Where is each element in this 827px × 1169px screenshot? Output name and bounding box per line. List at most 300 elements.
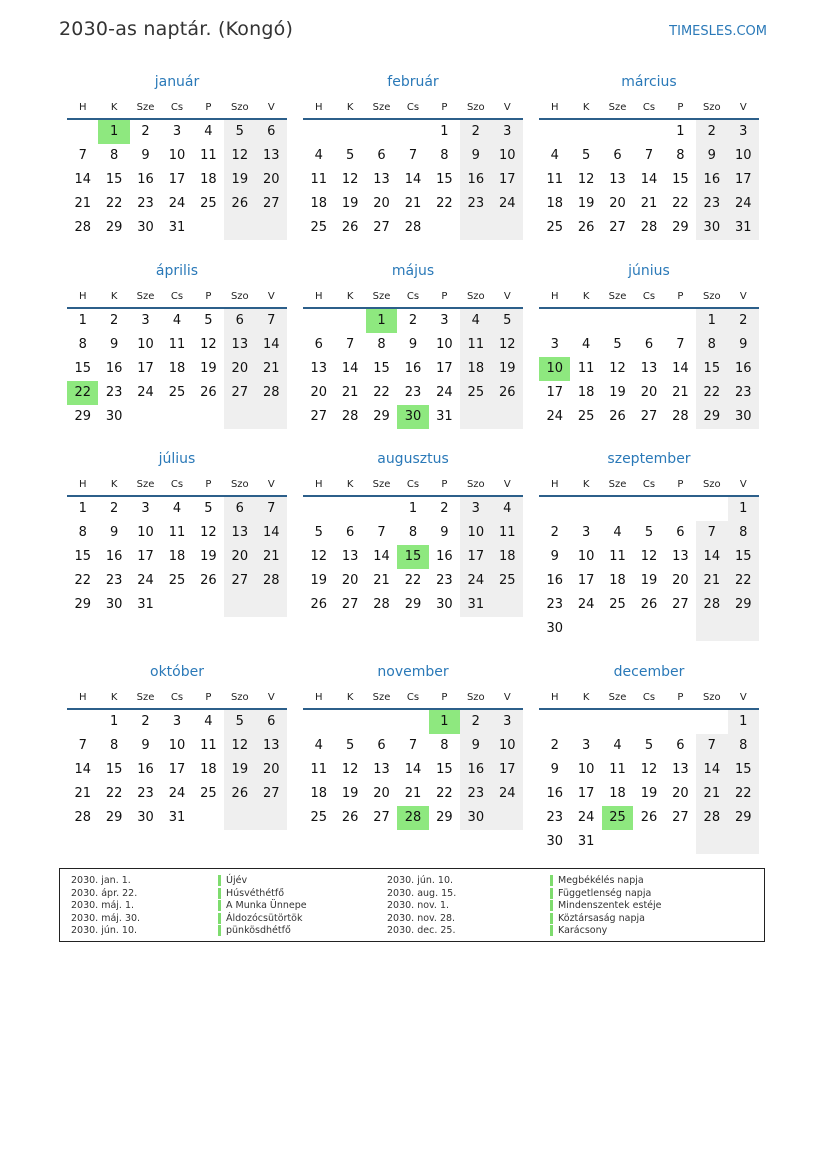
day-cell: 15 bbox=[436, 172, 453, 187]
empty-day-cell bbox=[665, 617, 696, 641]
day-cell: 12 bbox=[310, 549, 327, 564]
weekday-header bbox=[303, 686, 523, 710]
site-link[interactable]: TIMESLES.COM bbox=[669, 24, 767, 39]
empty-day-cell bbox=[366, 497, 397, 521]
day-cell: 1 bbox=[440, 124, 449, 139]
day-cell: 13 bbox=[256, 144, 287, 168]
day-cell: 7 bbox=[78, 148, 87, 163]
week-row bbox=[539, 806, 759, 830]
month-calendar bbox=[303, 72, 523, 240]
day-cell: 20 bbox=[256, 758, 287, 782]
weekday-label: Sze bbox=[372, 691, 391, 703]
empty-day-cell bbox=[633, 120, 664, 144]
day-cell: 16 bbox=[728, 357, 759, 381]
week-row bbox=[539, 357, 759, 381]
day-cell: 4 bbox=[204, 124, 213, 139]
day-cell: 30 bbox=[436, 597, 453, 612]
day-cell: 27 bbox=[373, 810, 390, 825]
day-cell: 24 bbox=[492, 192, 523, 216]
day-cell: 24 bbox=[577, 597, 595, 612]
weekday-label: P bbox=[677, 691, 684, 703]
holiday-date bbox=[71, 900, 140, 913]
weekday-label: Cs bbox=[406, 290, 420, 302]
day-cell: 17 bbox=[546, 385, 563, 400]
empty-day-cell bbox=[665, 710, 696, 734]
day-cell: 21 bbox=[640, 196, 658, 211]
day-cell: 7 bbox=[408, 738, 418, 753]
week-row bbox=[539, 782, 759, 806]
weekday-header bbox=[539, 686, 759, 710]
day-cell: 1 bbox=[728, 710, 759, 734]
day-cell: 24 bbox=[168, 196, 186, 211]
day-cell: 31 bbox=[577, 834, 595, 849]
empty-day-cell bbox=[224, 806, 255, 830]
day-cell: 18 bbox=[492, 545, 523, 569]
month-name: április bbox=[155, 263, 199, 279]
holiday-marker bbox=[218, 888, 221, 899]
day-cell: 7 bbox=[696, 521, 727, 545]
day-cell: 11 bbox=[492, 521, 523, 545]
month-calendar bbox=[67, 449, 287, 617]
day-cell: 29 bbox=[105, 810, 123, 825]
day-cell: 9 bbox=[460, 734, 491, 758]
day-cell: 1 bbox=[109, 714, 119, 729]
holiday-name-text: Függetlenség napja bbox=[558, 887, 652, 899]
weekday-label: Sze bbox=[608, 691, 627, 703]
holiday-name-text: Újév bbox=[226, 875, 248, 886]
empty-day-cell bbox=[193, 405, 224, 429]
day-cell: 6 bbox=[613, 148, 622, 163]
day-cell: 30 bbox=[105, 409, 123, 424]
day-cell: 29 bbox=[373, 409, 390, 424]
month-name: augusztus bbox=[377, 451, 449, 467]
week-row bbox=[303, 333, 523, 357]
week-row bbox=[539, 830, 759, 854]
week-row bbox=[67, 545, 287, 569]
empty-day-cell bbox=[633, 830, 664, 854]
day-cell: 13 bbox=[672, 762, 689, 777]
weekday-label: V bbox=[739, 691, 747, 703]
week-row bbox=[67, 521, 287, 545]
weekday-label: H bbox=[78, 290, 87, 302]
day-cell: 10 bbox=[436, 337, 453, 352]
weekday-label: K bbox=[582, 101, 590, 113]
day-cell: 5 bbox=[345, 148, 355, 163]
holiday-name-text: Karácsony bbox=[558, 925, 608, 936]
week-row bbox=[539, 309, 759, 333]
day-cell: 15 bbox=[436, 762, 453, 777]
day-cell: 3 bbox=[581, 525, 591, 540]
day-cell: 16 bbox=[105, 549, 123, 564]
day-cell: 14 bbox=[672, 361, 689, 376]
weekday-label: K bbox=[582, 290, 590, 302]
day-cell: 3 bbox=[172, 714, 182, 729]
day-cell: 10 bbox=[168, 738, 186, 753]
weekday-label: Szo bbox=[466, 101, 485, 113]
holiday-date-text: 2030. nov. 28. bbox=[387, 912, 456, 924]
day-cell: 18 bbox=[609, 573, 626, 588]
weekday-label: Szo bbox=[702, 101, 721, 113]
week-row bbox=[539, 758, 759, 782]
day-cell: 14 bbox=[404, 762, 422, 777]
day-cell: 19 bbox=[609, 385, 626, 400]
empty-day-cell bbox=[602, 830, 633, 854]
day-cell: 7 bbox=[78, 738, 87, 753]
day-cell: 14 bbox=[256, 521, 287, 545]
day-cell: 2 bbox=[141, 714, 150, 729]
week-row bbox=[539, 569, 759, 593]
holiday-name bbox=[218, 913, 307, 926]
holiday-names-column bbox=[218, 875, 307, 938]
day-cell: 24 bbox=[546, 409, 563, 424]
week-row bbox=[67, 144, 287, 168]
week-row bbox=[539, 497, 759, 521]
empty-day-cell bbox=[193, 216, 224, 240]
day-cell: 19 bbox=[341, 196, 359, 211]
day-cell: 7 bbox=[644, 148, 654, 163]
day-cell: 19 bbox=[224, 758, 255, 782]
day-cell: 4 bbox=[613, 525, 622, 540]
day-cell: 3 bbox=[550, 337, 559, 352]
empty-day-cell bbox=[161, 405, 192, 429]
empty-day-cell bbox=[602, 497, 633, 521]
weekday-label: Cs bbox=[642, 101, 656, 113]
day-cell: 16 bbox=[137, 172, 154, 187]
month-name: november bbox=[377, 664, 449, 680]
holiday-day-cell: 1 bbox=[98, 120, 129, 144]
day-cell: 17 bbox=[168, 172, 186, 187]
day-cell: 3 bbox=[141, 313, 150, 328]
weekday-label: Cs bbox=[170, 478, 184, 490]
day-cell: 14 bbox=[341, 361, 359, 376]
day-cell: 9 bbox=[728, 333, 759, 357]
day-cell: 28 bbox=[341, 409, 359, 424]
weekday-label: Szo bbox=[702, 290, 721, 302]
day-cell: 18 bbox=[310, 196, 327, 211]
day-cell: 9 bbox=[550, 549, 559, 564]
day-cell: 13 bbox=[224, 333, 255, 357]
weekday-label: K bbox=[110, 691, 118, 703]
holiday-date bbox=[387, 913, 456, 926]
day-cell: 21 bbox=[696, 569, 727, 593]
empty-day-cell bbox=[539, 309, 570, 333]
empty-day-cell bbox=[193, 593, 224, 617]
day-cell: 18 bbox=[200, 762, 217, 777]
empty-day-cell bbox=[633, 309, 664, 333]
weekday-label: K bbox=[110, 478, 118, 490]
month-calendar bbox=[67, 662, 287, 830]
day-cell: 5 bbox=[644, 738, 654, 753]
day-cell: 27 bbox=[224, 569, 255, 593]
empty-day-cell bbox=[366, 120, 397, 144]
empty-day-cell bbox=[366, 710, 397, 734]
day-cell: 2 bbox=[109, 501, 119, 516]
month-calendar bbox=[67, 72, 287, 240]
week-row bbox=[539, 192, 759, 216]
holiday-date-text: 2030. máj. 30. bbox=[71, 912, 141, 924]
day-cell: 30 bbox=[546, 621, 563, 636]
empty-day-cell bbox=[665, 497, 696, 521]
empty-day-cell bbox=[67, 120, 98, 144]
holiday-date bbox=[387, 875, 456, 888]
day-cell: 15 bbox=[74, 549, 91, 564]
day-cell: 25 bbox=[310, 220, 327, 235]
week-row bbox=[303, 545, 523, 569]
day-cell: 10 bbox=[492, 734, 523, 758]
day-cell: 21 bbox=[373, 573, 390, 588]
weekday-label: K bbox=[346, 101, 354, 113]
day-cell: 25 bbox=[168, 573, 186, 588]
day-cell: 9 bbox=[109, 337, 119, 352]
weekday-label: V bbox=[267, 691, 275, 703]
day-cell: 1 bbox=[78, 501, 87, 516]
week-row bbox=[303, 710, 523, 734]
day-cell: 11 bbox=[546, 172, 563, 187]
holiday-name bbox=[550, 900, 662, 913]
holiday-date bbox=[71, 913, 140, 926]
day-cell: 12 bbox=[577, 172, 595, 187]
day-cell: 11 bbox=[168, 525, 186, 540]
weekday-label: H bbox=[550, 691, 559, 703]
day-cell: 1 bbox=[78, 313, 87, 328]
week-row bbox=[303, 405, 523, 429]
day-cell: 28 bbox=[696, 593, 727, 617]
day-cell: 29 bbox=[404, 597, 422, 612]
day-cell: 20 bbox=[672, 786, 689, 801]
day-cell: 26 bbox=[224, 782, 255, 806]
empty-day-cell bbox=[334, 710, 365, 734]
day-cell: 31 bbox=[137, 597, 154, 612]
day-cell: 1 bbox=[696, 309, 727, 333]
week-row bbox=[539, 710, 759, 734]
day-cell: 17 bbox=[577, 573, 595, 588]
day-cell: 11 bbox=[460, 333, 491, 357]
day-cell: 7 bbox=[256, 497, 287, 521]
page-title: 2030-as naptár. (Kongó) bbox=[59, 18, 294, 40]
day-cell: 16 bbox=[404, 361, 422, 376]
day-cell: 29 bbox=[74, 597, 91, 612]
day-cell: 9 bbox=[141, 738, 150, 753]
day-cell: 10 bbox=[492, 144, 523, 168]
holiday-date-text: 2030. aug. 15. bbox=[387, 887, 457, 899]
day-cell: 28 bbox=[404, 220, 422, 235]
day-cell: 26 bbox=[577, 220, 595, 235]
week-row bbox=[67, 593, 287, 617]
week-row bbox=[67, 405, 287, 429]
weekday-label: K bbox=[346, 290, 354, 302]
day-cell: 4 bbox=[172, 501, 182, 516]
empty-day-cell bbox=[224, 216, 255, 240]
holiday-marker bbox=[218, 913, 221, 924]
day-cell: 4 bbox=[550, 148, 559, 163]
day-cell: 27 bbox=[341, 597, 359, 612]
weekday-label: Sze bbox=[372, 478, 391, 490]
day-cell: 24 bbox=[577, 810, 595, 825]
day-cell: 5 bbox=[314, 525, 323, 540]
empty-day-cell bbox=[602, 309, 633, 333]
empty-day-cell bbox=[256, 806, 287, 830]
week-row bbox=[67, 192, 287, 216]
weekday-label: H bbox=[550, 478, 559, 490]
holiday-date bbox=[71, 925, 140, 938]
day-cell: 25 bbox=[168, 385, 186, 400]
day-cell: 2 bbox=[109, 313, 119, 328]
day-cell: 11 bbox=[609, 762, 626, 777]
day-cell: 11 bbox=[310, 172, 327, 187]
day-cell: 3 bbox=[492, 120, 523, 144]
weekday-label: V bbox=[267, 290, 275, 302]
day-cell: 13 bbox=[373, 762, 390, 777]
day-cell: 18 bbox=[168, 549, 186, 564]
weekday-label: Sze bbox=[608, 478, 627, 490]
empty-day-cell bbox=[696, 710, 727, 734]
day-cell: 23 bbox=[404, 385, 422, 400]
day-cell: 14 bbox=[373, 549, 390, 564]
week-row bbox=[303, 192, 523, 216]
weekday-label: V bbox=[503, 290, 511, 302]
day-cell: 27 bbox=[609, 220, 626, 235]
day-cell: 23 bbox=[696, 192, 727, 216]
day-cell: 4 bbox=[460, 309, 491, 333]
empty-day-cell bbox=[570, 120, 601, 144]
day-cell: 16 bbox=[137, 762, 154, 777]
day-cell: 22 bbox=[436, 786, 453, 801]
day-cell: 9 bbox=[141, 148, 150, 163]
holiday-date-text: 2030. jún. 10. bbox=[387, 875, 454, 886]
day-cell: 29 bbox=[105, 220, 123, 235]
holiday-date bbox=[387, 925, 456, 938]
weekday-label: H bbox=[550, 101, 559, 113]
day-cell: 27 bbox=[256, 782, 287, 806]
week-row bbox=[539, 734, 759, 758]
day-cell: 14 bbox=[640, 172, 658, 187]
day-cell: 17 bbox=[436, 361, 453, 376]
day-cell: 27 bbox=[224, 381, 255, 405]
holiday-marker bbox=[550, 913, 553, 924]
day-cell: 13 bbox=[373, 172, 390, 187]
week-row bbox=[539, 168, 759, 192]
day-cell: 21 bbox=[404, 786, 422, 801]
month-name: október bbox=[150, 664, 204, 680]
day-cell: 7 bbox=[377, 525, 386, 540]
week-row bbox=[67, 497, 287, 521]
month-name: január bbox=[154, 74, 200, 90]
month-calendar bbox=[303, 662, 523, 830]
day-cell: 31 bbox=[168, 810, 186, 825]
weekday-label: Szo bbox=[230, 691, 249, 703]
day-cell: 22 bbox=[74, 573, 91, 588]
week-row bbox=[539, 381, 759, 405]
day-cell: 3 bbox=[728, 120, 759, 144]
day-cell: 28 bbox=[74, 220, 91, 235]
day-cell: 18 bbox=[577, 385, 595, 400]
day-cell: 23 bbox=[460, 782, 491, 806]
day-cell: 16 bbox=[546, 573, 563, 588]
day-cell: 12 bbox=[224, 734, 255, 758]
day-cell: 19 bbox=[640, 786, 658, 801]
week-row bbox=[539, 333, 759, 357]
day-cell: 21 bbox=[404, 196, 422, 211]
holiday-day-cell: 22 bbox=[67, 381, 98, 405]
empty-day-cell bbox=[539, 497, 570, 521]
day-cell: 14 bbox=[404, 172, 422, 187]
day-cell: 6 bbox=[314, 337, 323, 352]
day-cell: 23 bbox=[728, 381, 759, 405]
day-cell: 15 bbox=[74, 361, 91, 376]
weekday-label: V bbox=[503, 101, 511, 113]
holiday-name bbox=[550, 913, 662, 926]
day-cell: 16 bbox=[460, 168, 491, 192]
weekday-label: Szo bbox=[230, 101, 249, 113]
day-cell: 1 bbox=[408, 501, 418, 516]
day-cell: 16 bbox=[546, 786, 563, 801]
day-cell: 26 bbox=[200, 573, 217, 588]
month-name: március bbox=[621, 74, 677, 90]
weekday-label: P bbox=[441, 101, 448, 113]
empty-day-cell bbox=[67, 710, 98, 734]
day-cell: 25 bbox=[546, 220, 563, 235]
day-cell: 29 bbox=[436, 810, 453, 825]
day-cell: 19 bbox=[577, 196, 595, 211]
day-cell: 24 bbox=[436, 385, 453, 400]
holiday-day-cell: 15 bbox=[397, 545, 428, 569]
week-row bbox=[67, 168, 287, 192]
day-cell: 18 bbox=[168, 361, 186, 376]
day-cell: 30 bbox=[696, 216, 727, 240]
empty-day-cell bbox=[460, 216, 491, 240]
day-cell: 20 bbox=[224, 545, 255, 569]
week-row bbox=[539, 144, 759, 168]
day-cell: 30 bbox=[137, 220, 154, 235]
day-cell: 26 bbox=[492, 381, 523, 405]
month-calendar bbox=[67, 261, 287, 429]
day-cell: 26 bbox=[224, 192, 255, 216]
weekday-label: Sze bbox=[136, 478, 155, 490]
day-cell: 26 bbox=[609, 409, 626, 424]
holiday-name-text: Köztársaság napja bbox=[558, 912, 645, 924]
day-cell: 17 bbox=[492, 758, 523, 782]
holiday-name-text: Áldozócsütörtök bbox=[226, 912, 303, 924]
holiday-name bbox=[218, 900, 307, 913]
day-cell: 10 bbox=[728, 144, 759, 168]
weekday-label: Szo bbox=[466, 290, 485, 302]
empty-day-cell bbox=[224, 405, 255, 429]
week-row bbox=[303, 381, 523, 405]
day-cell: 6 bbox=[224, 497, 255, 521]
day-cell: 28 bbox=[672, 409, 689, 424]
empty-day-cell bbox=[130, 405, 161, 429]
holiday-day-cell: 1 bbox=[429, 710, 460, 734]
holiday-name-text: pünkösdhétfő bbox=[226, 925, 291, 936]
weekday-label: Sze bbox=[608, 101, 627, 113]
weekday-label: P bbox=[441, 290, 448, 302]
day-cell: 23 bbox=[105, 385, 123, 400]
day-cell: 23 bbox=[436, 573, 453, 588]
day-cell: 22 bbox=[373, 385, 390, 400]
day-cell: 3 bbox=[460, 497, 491, 521]
holiday-name bbox=[218, 875, 307, 888]
day-cell: 15 bbox=[696, 357, 727, 381]
day-cell: 6 bbox=[345, 525, 355, 540]
day-cell: 8 bbox=[78, 337, 87, 352]
week-row bbox=[67, 333, 287, 357]
month-name: július bbox=[158, 451, 196, 467]
day-cell: 4 bbox=[314, 738, 323, 753]
holiday-name bbox=[550, 888, 662, 901]
day-cell: 20 bbox=[640, 385, 658, 400]
weekday-label: H bbox=[314, 691, 323, 703]
day-cell: 25 bbox=[310, 810, 327, 825]
